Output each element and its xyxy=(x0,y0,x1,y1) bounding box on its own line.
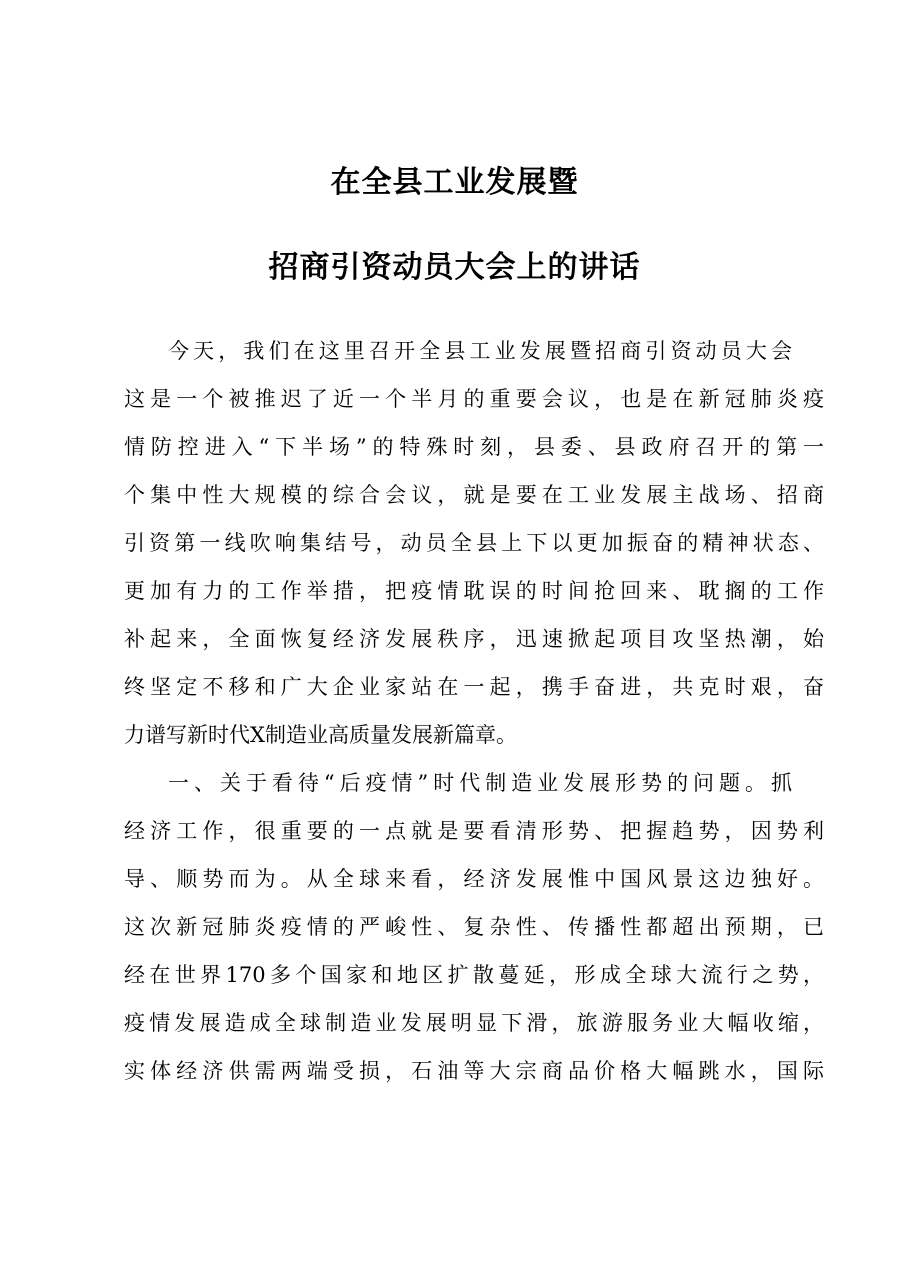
text-line: 经济工作，很重要的一点就是要看清形势、把握趋势，因势利 xyxy=(124,819,824,843)
text-line: 实体经济供需两端受损，石油等大宗商品价格大幅跳水，国际 xyxy=(124,1059,824,1083)
text-line: 这是一个被推迟了近一个半月的重要会议，也是在新冠肺炎疫 xyxy=(124,387,824,411)
document-title-line-2: 招商引资动员大会上的讲话 xyxy=(268,250,641,285)
text-line: 补起来，全面恢复经济发展秩序，迅速掀起项目攻坚热潮，始 xyxy=(124,627,824,651)
text-line: 情防控进入“下半场”的特殊时刻，县委、县政府召开的第一 xyxy=(124,435,824,459)
text-line: 个集中性大规模的综合会议，就是要在工业发展主战场、招商 xyxy=(124,483,824,507)
document-title-line-1: 在全县工业发展暨 xyxy=(330,165,579,200)
text-line: 终坚定不移和广大企业家站在一起，携手奋进，共克时艰，奋 xyxy=(124,675,824,699)
text-line: 今天，我们在这里召开全县工业发展暨招商引资动员大会 xyxy=(168,339,792,363)
text-line: 经在世界170多个国家和地区扩散蔓延，形成全球大流行之势， xyxy=(124,963,824,987)
text-line: 力谱写新时代X制造业高质量发展新篇章。 xyxy=(124,723,517,747)
text-line: 一、关于看待“后疫情”时代制造业发展形势的问题。抓 xyxy=(168,771,792,795)
text-line: 引资第一线吹响集结号，动员全县上下以更加振奋的精神状态、 xyxy=(124,531,824,555)
text-line: 疫情发展造成全球制造业发展明显下滑，旅游服务业大幅收缩， xyxy=(124,1011,824,1035)
text-line: 更加有力的工作举措，把疫情耽误的时间抢回来、耽搁的工作 xyxy=(124,579,824,603)
text-line: 这次新冠肺炎疫情的严峻性、复杂性、传播性都超出预期，已 xyxy=(124,915,824,939)
text-line: 导、顺势而为。从全球来看，经济发展惟中国风景这边独好。 xyxy=(124,867,824,891)
